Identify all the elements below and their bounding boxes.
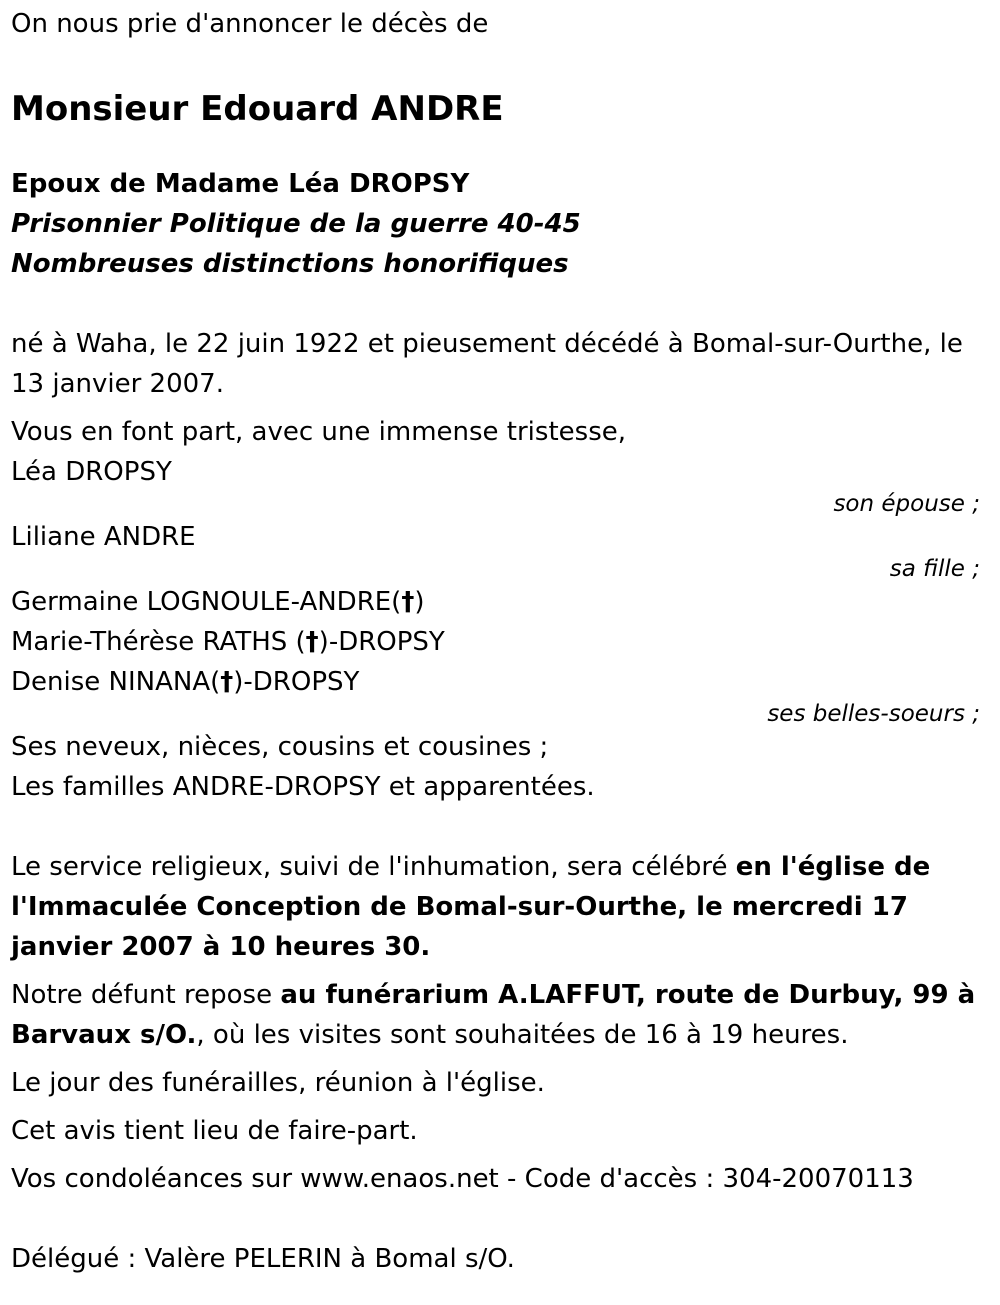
service-text: Le service religieux, suivi de l'inhumation, sera célébré en l'église de l'Immaculée Conception de Bomal-sur-Ourthe, le mercredi 17 janvier 2007 à 10 heures 30. — [11, 852, 931, 962]
deceased-name: Monsieur Edouard ANDRE — [11, 89, 504, 129]
daughter-name: Liliane ANDRE — [11, 522, 196, 552]
sister-in-law-3: Denise NINANA(†)-DROPSY — [11, 667, 360, 697]
cross-icon: † — [401, 587, 415, 617]
birth-death-text: né à Waha, le 22 juin 1922 et pieusement décédé à Bomal-sur-Ourthe, le 13 janvier 2007. — [11, 329, 963, 399]
funeral-home-details: au funérarium A.LAFFUT, route de Durbuy, 99 à Barvaux s/O. — [11, 980, 976, 1050]
political-prisoner-title: Prisonnier Politique de la guerre 40-45 — [11, 209, 581, 239]
funeral-home-text: Notre défunt repose au funérarium A.LAFFUT, route de Durbuy, 99 à Barvaux s/O., où les visites sont souhaitées de 16 à 19 heures. — [11, 980, 976, 1050]
notice-text: Cet avis tient lieu de faire-part. — [11, 1116, 418, 1146]
spouse-title: Epoux de Madame Léa DROPSY — [11, 169, 470, 199]
families-text: Les familles ANDRE-DROPSY et apparentées. — [11, 772, 595, 802]
delegate-text: Délégué : Valère PELERIN à Bomal s/O. — [11, 1244, 515, 1274]
relatives-text: Ses neveux, nièces, cousins et cousines ; — [11, 732, 549, 762]
sisters-in-law-role: ses belles-soeurs ; — [767, 701, 980, 727]
meeting-text: Le jour des funérailles, réunion à l'église. — [11, 1068, 545, 1098]
daughter-role: sa fille ; — [889, 556, 980, 582]
service-details: en l'église de l'Immaculée Conception de Bomal-sur-Ourthe, le mercredi 17 janvier 2007 à 10 heures 30. — [11, 852, 931, 962]
cross-icon: † — [305, 627, 319, 657]
announcement-lead: Vous en font part, avec une immense tristesse, — [11, 417, 626, 447]
distinctions-title: Nombreuses distinctions honorifiques — [11, 249, 569, 279]
intro-text: On nous prie d'annoncer le décès de — [11, 9, 489, 39]
condolences-text: Vos condoléances sur www.enaos.net - Code d'accès : 304-20070113 — [11, 1164, 914, 1194]
cross-icon: † — [220, 667, 234, 697]
sister-in-law-1: Germaine LOGNOULE-ANDRE(†) — [11, 587, 425, 617]
sister-in-law-2: Marie-Thérèse RATHS (†)-DROPSY — [11, 627, 445, 657]
spouse-role: son épouse ; — [833, 491, 980, 517]
spouse-name: Léa DROPSY — [11, 457, 172, 487]
